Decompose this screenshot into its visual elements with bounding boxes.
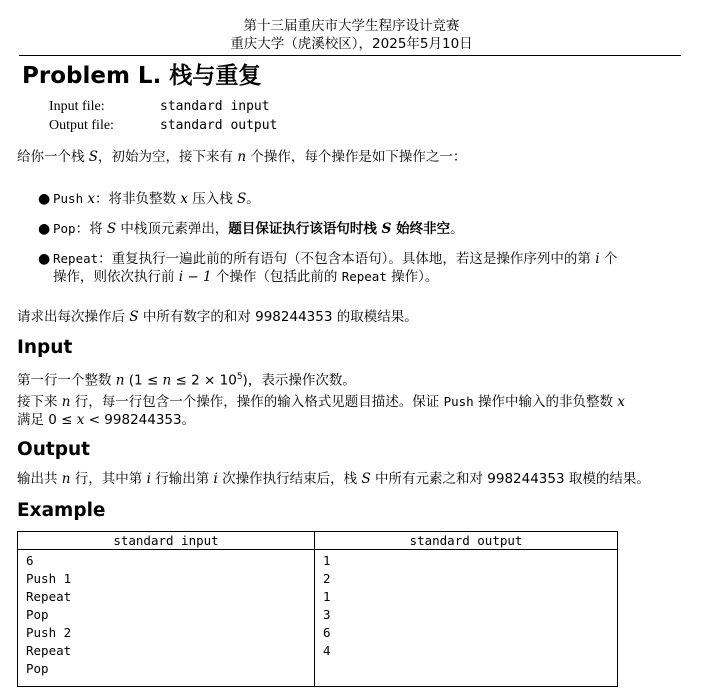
- math-var: S: [88, 149, 99, 165]
- text: 中所有数字的和对 998244353 的取模结果。: [138, 309, 418, 325]
- example-output-line: 4: [323, 643, 331, 658]
- math-expr: i − 1: [178, 269, 212, 285]
- math-var: S: [361, 471, 371, 487]
- op-command: Repeat: [341, 269, 387, 284]
- input-heading: Input: [17, 337, 73, 358]
- output-line-1: [17, 470, 650, 488]
- math-var: n: [61, 394, 71, 410]
- text: 操作）。: [386, 269, 439, 285]
- math-var: i: [146, 471, 151, 487]
- text: 个操作，每个操作是如下操作之一：: [246, 149, 467, 165]
- op-repeat-description-line2: [53, 268, 438, 286]
- math-var: S: [381, 221, 392, 237]
- math-var: n: [115, 372, 125, 389]
- text: 压入栈: [187, 191, 238, 207]
- math-var: x: [617, 394, 625, 410]
- input-line-2: [17, 393, 625, 411]
- text: ：重复执行一遍此前的所有语句（不包含本语句）。具体地，若这是操作序列中的第: [98, 251, 596, 267]
- text: 满足 0 ≤: [17, 412, 77, 428]
- math-var: x: [87, 191, 96, 207]
- text: 请求出每次操作后: [17, 309, 130, 325]
- text: 个: [599, 251, 618, 267]
- example-output-line: 1: [323, 589, 331, 604]
- text: ：将非负整数: [95, 191, 181, 207]
- bullet-dot: ●: [38, 251, 51, 267]
- text: 次操作执行结束后，栈: [217, 471, 362, 487]
- contest-name: 第十三届重庆市大学生程序设计竞赛: [243, 18, 460, 34]
- contest-venue-date: 重庆大学（虎溪校区），2025年5月10日: [230, 36, 473, 52]
- output-file-row: [49, 117, 277, 134]
- superscript: 5: [236, 372, 243, 382]
- example-output-line: 3: [323, 607, 331, 622]
- text: )，表示操作次数。: [242, 372, 356, 389]
- op-push-description: [53, 190, 260, 208]
- math-var: S: [129, 309, 139, 325]
- text: 行，每一行包含一个操作，操作的输入格式见题目描述。保证: [70, 394, 444, 410]
- text: 操作，则依次执行前: [53, 269, 179, 285]
- input-file-row: [49, 98, 270, 115]
- math-var: i: [213, 471, 218, 487]
- op-command: Repeat: [53, 251, 99, 266]
- example-output-lines: [323, 552, 617, 660]
- example-input-cell: [18, 550, 315, 687]
- op-pop-description: [53, 220, 464, 238]
- math-var: x: [76, 412, 85, 428]
- bold-text: 题目保证执行该语句时栈: [228, 221, 382, 237]
- text: ：将: [75, 221, 107, 237]
- text: 操作中输入的非负整数: [473, 394, 618, 410]
- text: 接下来: [17, 394, 62, 410]
- op-command: Pop: [53, 221, 76, 236]
- op-command: Push: [53, 191, 84, 206]
- example-output-line: 6: [323, 625, 331, 640]
- example-output-cell: [315, 550, 618, 687]
- text: 中栈顶元素弹出，: [116, 221, 229, 237]
- output-heading: Output: [17, 439, 90, 460]
- text: 。: [246, 191, 260, 207]
- example-input-header: standard input: [18, 532, 315, 550]
- math-var: S: [106, 221, 117, 237]
- problem-title: Problem L. 栈与重复: [22, 63, 262, 89]
- math-var: x: [180, 191, 188, 207]
- text: 行输出第: [150, 471, 214, 487]
- text: 行，其中第: [70, 471, 147, 487]
- example-input-line: 6: [26, 553, 34, 568]
- example-output-line: 1: [323, 553, 331, 568]
- math-var: n: [61, 471, 71, 487]
- example-input-line: Repeat: [26, 589, 72, 604]
- bullet-dot: ●: [38, 221, 51, 237]
- header-rule: [19, 55, 681, 56]
- example-input-lines: [26, 552, 314, 678]
- math-var: n: [237, 149, 247, 165]
- example-output-line: 2: [323, 571, 331, 586]
- input-file-value: standard input: [160, 99, 270, 114]
- op-command: Push: [443, 394, 474, 409]
- example-table: [17, 531, 618, 687]
- input-file-label: Input file:: [49, 99, 105, 114]
- math-var: S: [237, 191, 247, 207]
- bold-text: 始终非空: [391, 221, 451, 237]
- example-input-line: Push 2: [26, 625, 72, 640]
- example-input-line: Pop: [26, 607, 49, 622]
- input-line-1: [17, 368, 356, 390]
- text: 输出共: [17, 471, 62, 487]
- text: < 998244353。: [84, 412, 196, 428]
- text: 个操作（包括此前的: [211, 269, 342, 285]
- output-file-value: standard output: [160, 118, 278, 133]
- text: 。: [450, 221, 464, 237]
- input-line-3: [17, 411, 195, 429]
- math-var: i: [595, 251, 600, 267]
- example-output-header: standard output: [315, 532, 618, 550]
- text: 第一行一个整数: [17, 372, 116, 389]
- example-input-line: Repeat: [26, 643, 72, 658]
- statement-question: [17, 308, 418, 326]
- text: 给你一个栈: [17, 149, 89, 165]
- text: 中所有元素之和对 998244353 取模的结果。: [370, 471, 650, 487]
- example-heading: Example: [17, 500, 106, 521]
- statement-intro: [17, 148, 466, 166]
- text: (1 ≤: [124, 372, 163, 389]
- math-var: n: [162, 372, 172, 389]
- example-input-line: Push 1: [26, 571, 72, 586]
- output-file-label: Output file:: [49, 118, 114, 133]
- text: ≤ 2 × 10: [171, 372, 237, 389]
- op-repeat-description: [53, 250, 617, 268]
- example-input-line: Pop: [26, 661, 49, 676]
- bullet-dot: ●: [38, 191, 51, 207]
- text: ，初始为空，接下来有: [98, 149, 238, 165]
